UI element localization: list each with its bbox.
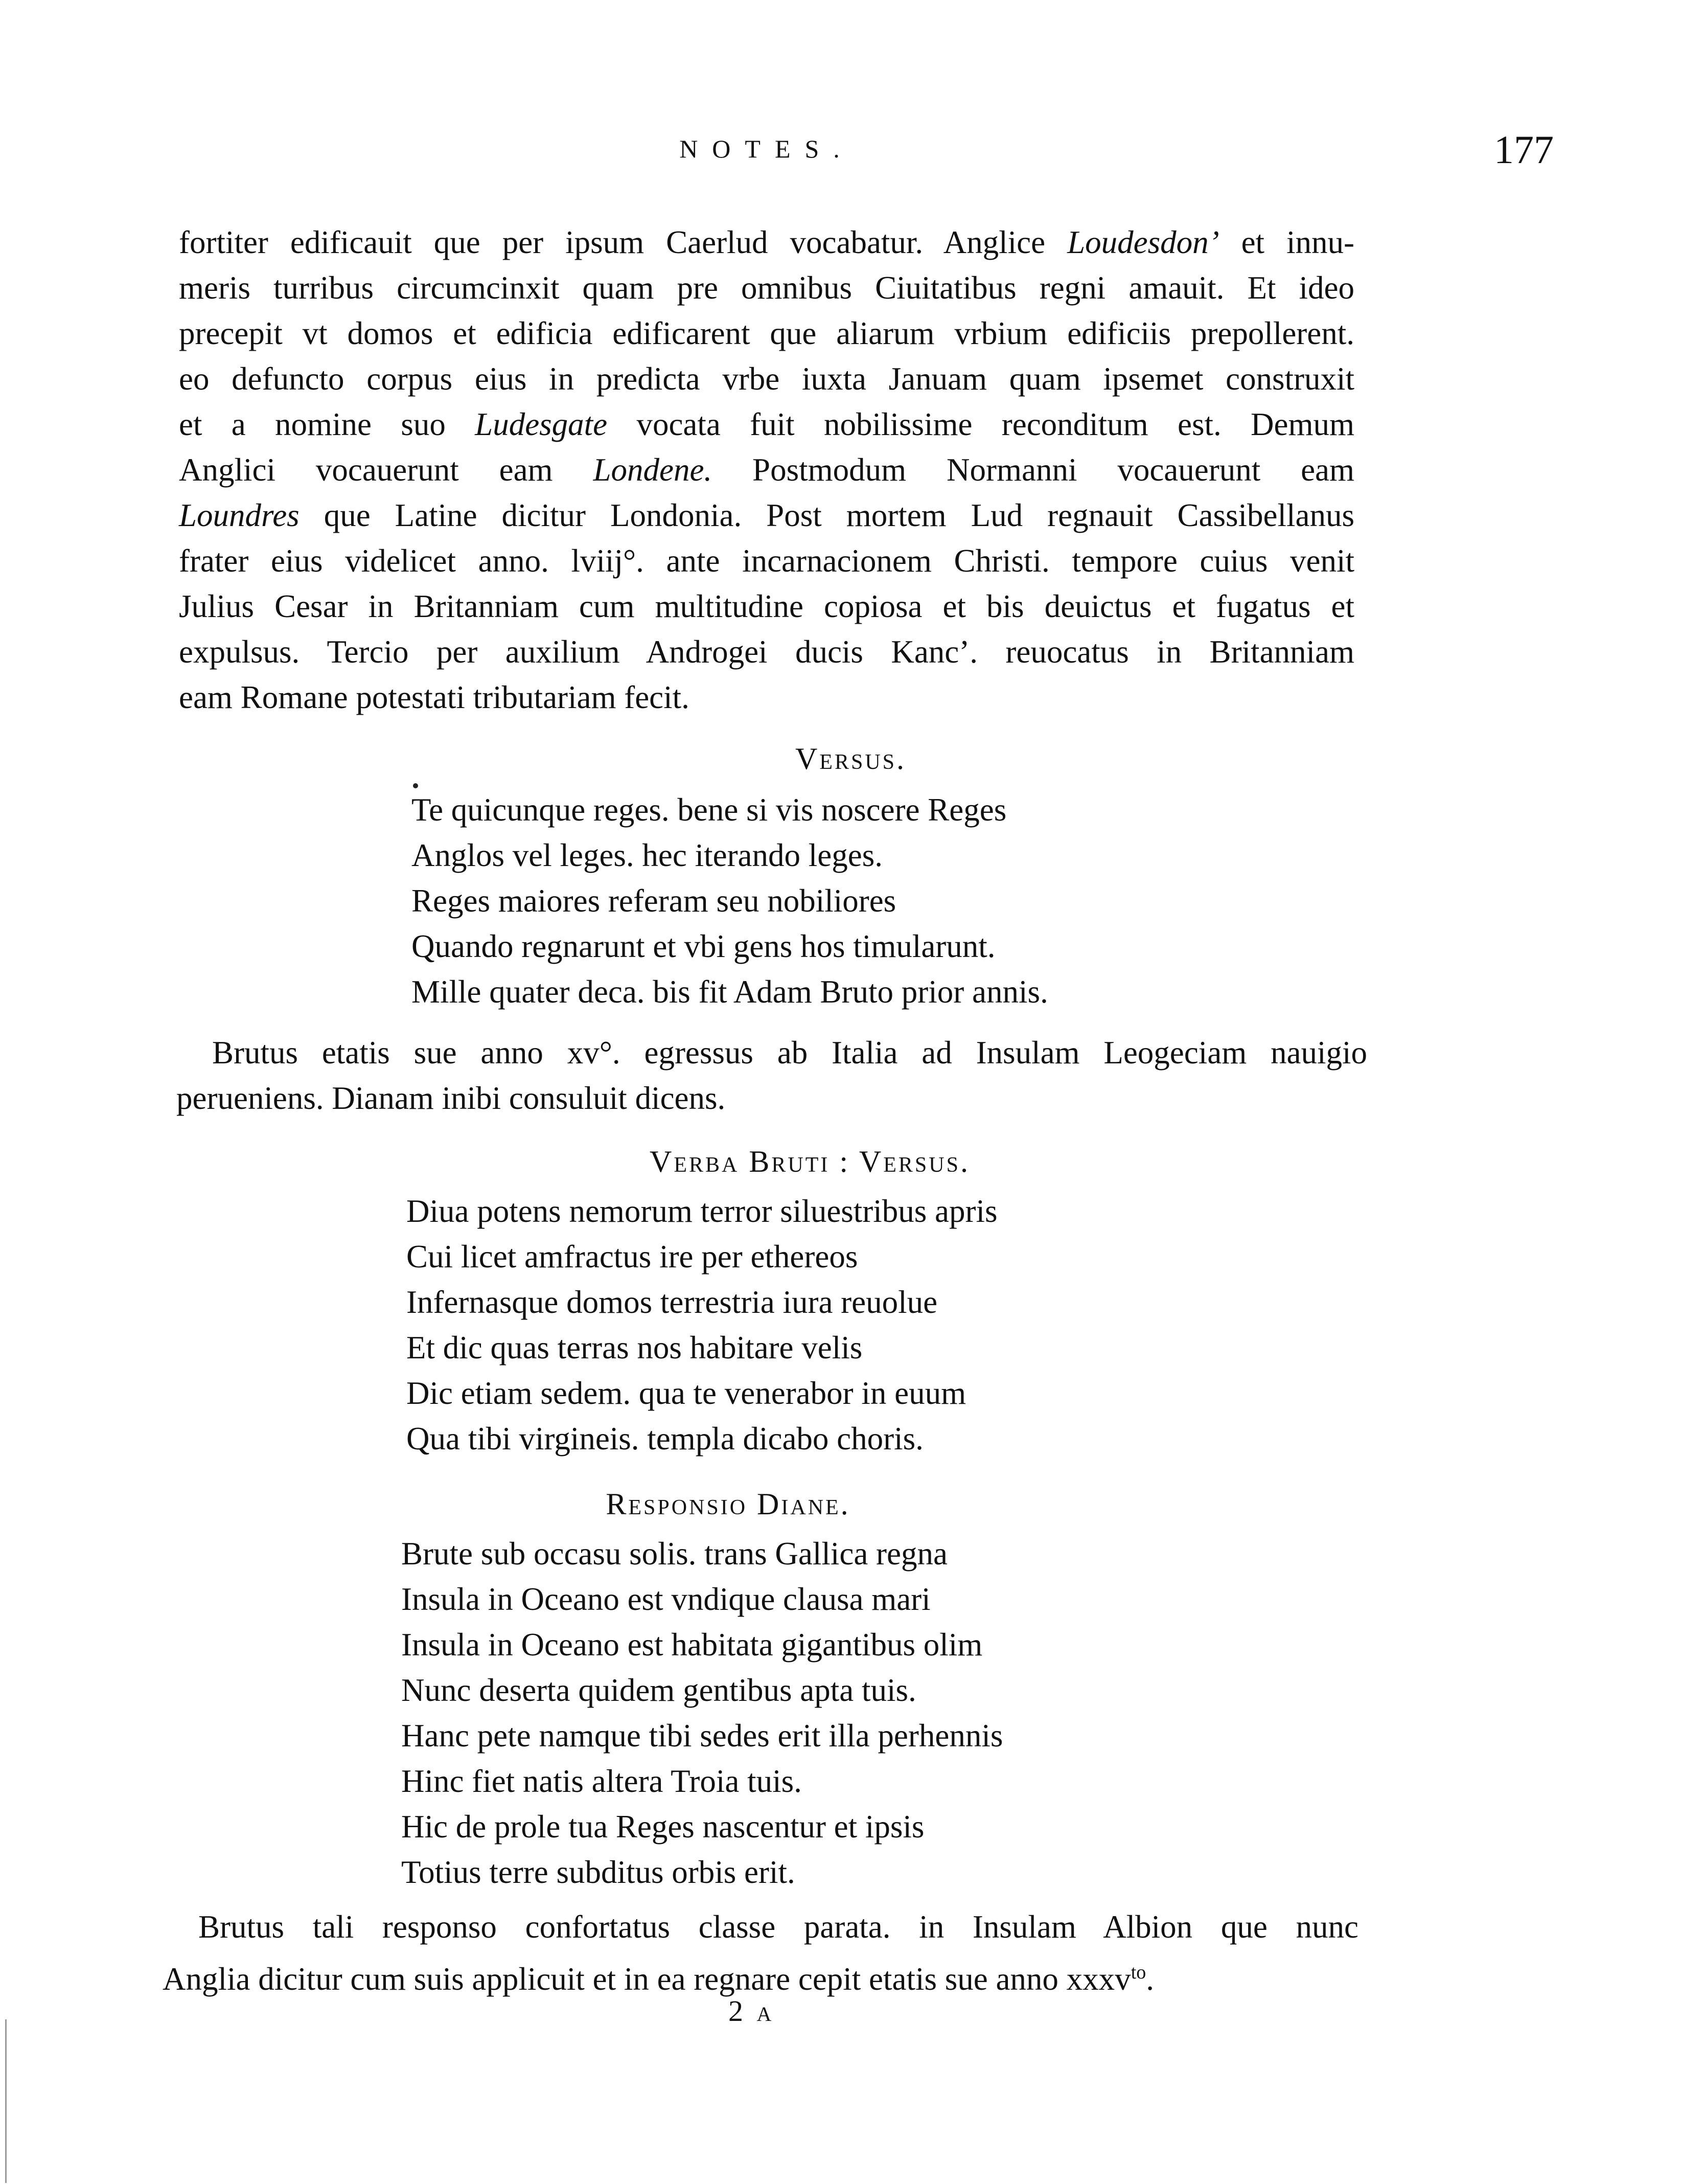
text-line: Anglia dicitur cum suis applicuit et in ea regnare cepit etatis sue anno xxxv$^{to}$.	[163, 1961, 1154, 1997]
page-number: 177	[1494, 127, 1554, 172]
verse-block-kings	[411, 787, 1048, 1015]
verse-block-prayer	[406, 1189, 998, 1462]
verse-line: Dic etiam sedem. qua te venerabor in euum	[406, 1375, 966, 1411]
text-line: et a nomine suo Ludesgate vocata fuit nobilissime reconditum est. Demum	[179, 406, 1354, 442]
verse-line: Diua potens nemorum terror siluestribus apris	[406, 1193, 998, 1229]
page-edge-line	[5, 2019, 7, 2183]
text-line: Anglici vocauerunt eam Londene. Postmodum Normanni vocauerunt eam	[179, 452, 1355, 488]
text-line: eo defuncto corpus eius in predicta vrbe iuxta Januam quam ipsemet construxit	[179, 361, 1354, 397]
verse-line: Mille quater deca. bis fit Adam Bruto prior annis.	[411, 974, 1048, 1010]
text-line: Julius Cesar in Britanniam cum multitudine copiosa et bis deuictus et fugatus et	[179, 588, 1354, 624]
text-line: meris turribus circumcinxit quam pre omnibus Ciuitatibus regni amauit. Et ideo	[179, 270, 1354, 306]
running-title: NOTES.	[679, 134, 854, 163]
signature-mark: 2 A	[728, 1994, 775, 2028]
text-line: Brutus etatis sue anno xv°. egressus ab Italia ad Insulam Leogeciam nauigio	[212, 1035, 1367, 1071]
verse-line: Cui licet amfractus ire per ethereos	[406, 1239, 858, 1275]
verse-line: Hic de prole tua Reges nascentur et ipsis	[401, 1809, 925, 1845]
verse-line: Insula in Oceano est habitata gigantibus olim	[401, 1627, 983, 1663]
text-line: precepit vt domos et edificia edificarent que aliarum vrbium edificiis prepollerent.	[179, 315, 1354, 351]
text-line: Loundres que Latine dicitur Londonia. Post mortem Lud regnauit Cassibellanus	[179, 497, 1355, 533]
paragraph-london	[179, 220, 1354, 720]
text-line: Brutus tali responso confortatus classe parata. in Insulam Albion que nunc	[198, 1909, 1358, 1945]
text-line: expulsus. Tercio per auxilium Androgei ducis Kanc’. reuocatus in Britanniam	[179, 634, 1354, 670]
verse-line: Infernasque domos terrestria iura reuolue	[406, 1284, 938, 1320]
verse-line: Reges maiores referam seu nobiliores	[411, 883, 896, 919]
section-heading-versus: Versus.	[795, 742, 907, 776]
text-line: eam Romane potestati tributariam fecit.	[179, 679, 689, 715]
verse-line: Hinc fiet natis altera Troia tuis.	[401, 1763, 802, 1799]
verse-line: Insula in Oceano est vndique clausa mari	[401, 1581, 931, 1617]
section-heading-responsio-diane: Responsio Diane.	[606, 1487, 850, 1521]
paragraph-brutus-voyage	[176, 1030, 1367, 1121]
verse-line: Te quicunque reges. bene si vis noscere Reges	[411, 792, 1007, 828]
text-line: fortiter edificauit que per ipsum Caerlud vocabatur. Anglice Loudesdon’ et innu-	[179, 224, 1355, 260]
verse-line: Hanc pete namque tibi sedes erit illa perhennis	[401, 1718, 1003, 1754]
verse-line: Brute sub occasu solis. trans Gallica regna	[401, 1536, 948, 1572]
verse-line: Totius terre subditus orbis erit.	[401, 1854, 795, 1890]
verse-line: Et dic quas terras nos habitare velis	[406, 1330, 863, 1366]
verse-line: Qua tibi virgineis. templa dicabo choris.	[406, 1421, 924, 1457]
paragraph-brutus-albion	[163, 1904, 1358, 2002]
verse-block-response	[401, 1531, 1003, 1895]
text-line: perueniens. Dianam inibi consuluit dicens.	[176, 1080, 726, 1116]
text-line: frater eius videlicet anno. lviij°. ante incarnacionem Christi. tempore cuius venit	[179, 543, 1354, 579]
verse-line: Nunc deserta quidem gentibus apta tuis.	[401, 1672, 916, 1708]
verse-line: Anglos vel leges. hec iterando leges.	[411, 837, 883, 873]
section-heading-verba-bruti: Verba Bruti : Versus.	[650, 1145, 970, 1178]
verse-line: Quando regnarunt et vbi gens hos timularunt.	[411, 928, 996, 964]
